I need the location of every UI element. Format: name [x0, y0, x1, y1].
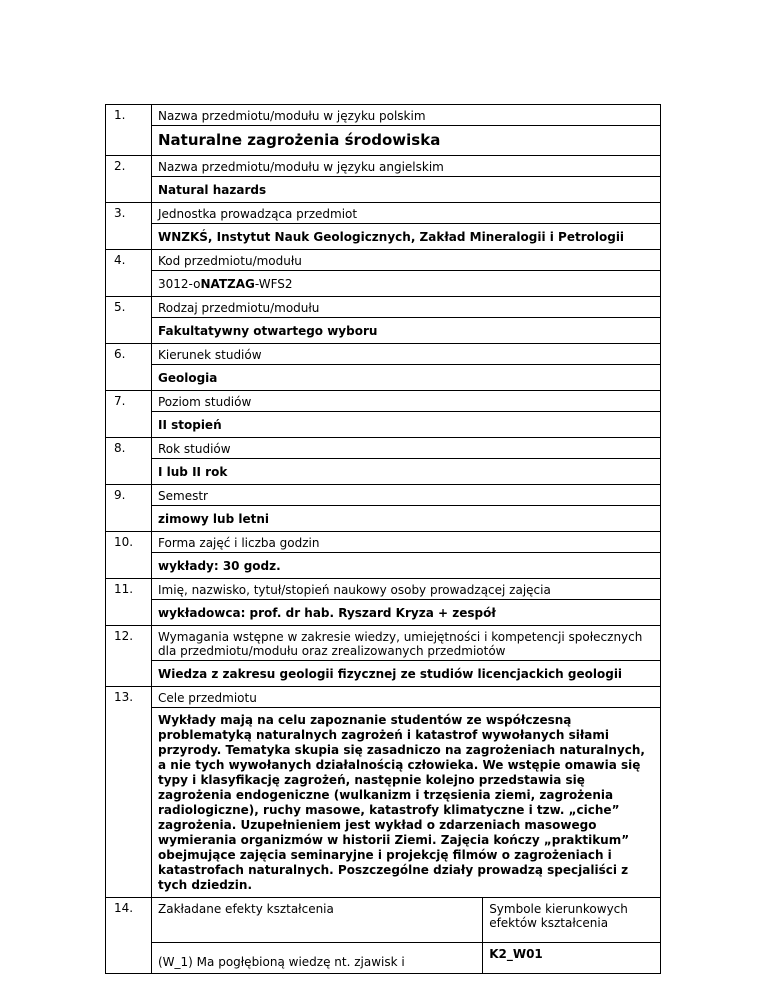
- row-number: 3.: [106, 203, 152, 250]
- course-code-prefix: 3012-o: [158, 277, 201, 291]
- field-label: Forma zajęć i liczba godzin: [152, 532, 660, 553]
- row-number: 8.: [106, 438, 152, 485]
- table-row: [106, 626, 661, 687]
- field-label: Semestr: [152, 485, 660, 506]
- field-label: Wymagania wstępne w zakresie wiedzy, umiejętności i kompetencji społecznych dla przedmiotu/modułu oraz zrealizowanych przedmiotów: [152, 626, 660, 661]
- row-number: 6.: [106, 344, 152, 391]
- field-label: Cele przedmiotu: [152, 687, 660, 708]
- table-row: [106, 532, 661, 579]
- course-name-pl: Naturalne zagrożenia środowiska: [158, 131, 441, 149]
- table-row: [106, 391, 661, 438]
- row-number: 5.: [106, 297, 152, 344]
- row-number: 13.: [106, 687, 152, 898]
- table-row: [106, 579, 661, 626]
- table-row: [106, 485, 661, 532]
- table-row: [106, 203, 661, 250]
- row-number: 9.: [106, 485, 152, 532]
- row-number: 7.: [106, 391, 152, 438]
- course-objectives: Wykłady mają na celu zapoznanie studentów ze współczesną problematyką naturalnych zagrożeń i katastrof wywołanych siłami przyrody. Tematyka skupia się zasadniczo na zagrożeniach naturalnych, a nie tych wywołanych działalnością człowieka. We wstępie omawia się typy i klasyfikację zagrożeń, następnie kolejno przedstawia się zagrożenia endogeniczne (wulkanizm i trzęsienia ziemi, zagrożenia radiologiczne), ruchy masowe, katastrofy klimatyczne i tzw. „ciche” zagrożenia. Uzupełnieniem jest wykład o zdarzeniach masowego wymierania organizmów w historii Ziemi. Zajęcia kończy „praktikum” obejmujące zajęcia seminaryjne i projekcję filmów o zagrożeniach i katastrofach naturalnych. Poszczególne działy prowadzą specjaliści z tych dziedzin.: [158, 713, 645, 892]
- prerequisites: Wiedza z zakresu geologii fizycznej ze studiów licencjackich geologii: [158, 667, 623, 681]
- symbols-label: Symbole kierunkowych efektów kształcenia: [483, 898, 660, 943]
- course-name-en: Natural hazards: [158, 183, 267, 197]
- study-year: I lub II rok: [158, 465, 228, 479]
- class-form-hours: wykłady: 30 godz.: [158, 559, 281, 573]
- table-row: [106, 687, 661, 898]
- row-number: 14.: [106, 898, 152, 974]
- row-number: 2.: [106, 156, 152, 203]
- study-level: II stopień: [158, 418, 222, 432]
- syllabus-table: [105, 104, 661, 974]
- row-number: 11.: [106, 579, 152, 626]
- table-row: [106, 438, 661, 485]
- table-row: [106, 250, 661, 297]
- course-type: Fakultatywny otwartego wyboru: [158, 324, 378, 338]
- table-row: [106, 105, 661, 156]
- row-number: 12.: [106, 626, 152, 687]
- learning-outcomes-table: [152, 898, 660, 973]
- row-number: 1.: [106, 105, 152, 156]
- lecturer: wykładowca: prof. dr hab. Ryszard Kryza + zespół: [158, 606, 496, 620]
- table-row: [106, 297, 661, 344]
- learning-outcome: (W_1) Ma pogłębioną wiedzę nt. zjawisk i: [158, 955, 405, 969]
- field-label: Rok studiów: [152, 438, 660, 459]
- field-label: Poziom studiów: [152, 391, 660, 412]
- unit-value: WNZKŚ, Instytut Nauk Geologicznych, Zakład Mineralogii i Petrologii: [158, 230, 625, 244]
- table-row: [106, 344, 661, 391]
- field-label: Rodzaj przedmiotu/modułu: [152, 297, 660, 318]
- course-code-suffix: -WFS2: [254, 277, 293, 291]
- field-of-study: Geologia: [158, 371, 218, 385]
- course-code: [152, 271, 660, 296]
- field-label: Nazwa przedmiotu/modułu w języku polskim: [152, 105, 660, 126]
- field-label: Jednostka prowadząca przedmiot: [152, 203, 660, 224]
- row-number: 4.: [106, 250, 152, 297]
- table-row: [106, 898, 661, 974]
- semester: zimowy lub letni: [158, 512, 269, 526]
- field-label: Zakładane efekty kształcenia: [152, 898, 482, 943]
- row-number: 10.: [106, 532, 152, 579]
- course-code-core: NATZAG: [200, 277, 255, 291]
- field-label: Kod przedmiotu/modułu: [152, 250, 660, 271]
- field-label: Imię, nazwisko, tytuł/stopień naukowy osoby prowadzącej zajęcia: [152, 579, 660, 600]
- field-label: Kierunek studiów: [152, 344, 660, 365]
- outcome-symbol: K2_W01: [489, 947, 543, 961]
- field-label: Nazwa przedmiotu/modułu w języku angielskim: [152, 156, 660, 177]
- table-row: [106, 156, 661, 203]
